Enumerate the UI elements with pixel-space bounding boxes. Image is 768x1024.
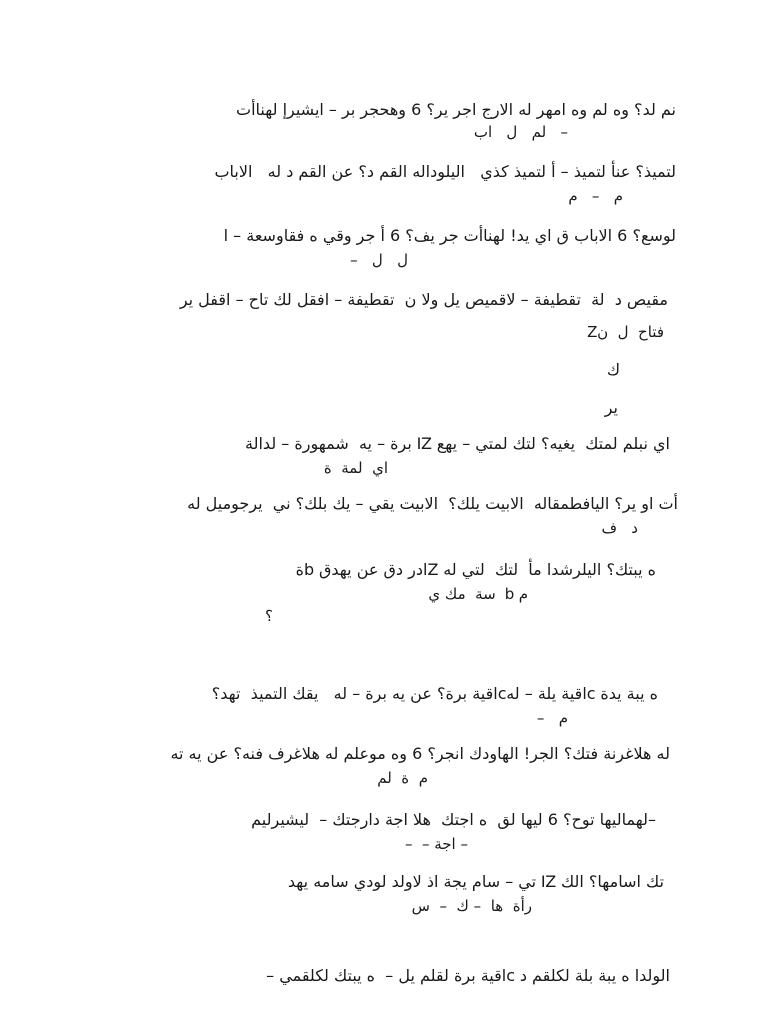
- text-line-sub: رأة ها – ك – س: [411, 897, 532, 915]
- text-line-sub: م –: [536, 709, 568, 727]
- text-line: ه يبة يدة cاقية يلة – لهcاقية برة؟ عن يه برة – له يقك التميذ تهد؟: [211, 684, 658, 703]
- text-line: –لهماليها توح؟ 6 ليها لق ه اجتك هلا اجة دارجتك – ليشيرليم: [251, 810, 656, 829]
- text-line-sub: – اجة – –: [404, 835, 468, 853]
- text-line-sub: ؟: [265, 607, 273, 625]
- text-line-sub: م ة لم: [377, 769, 428, 787]
- text-line: لتميذ؟ عنأ لتميذ – أ لتميذ كذي اليلوداله القم د؟ عن القم د له الاباب: [214, 162, 676, 181]
- text-line: تك اسامها؟ الك IZ تي – سام يجة اذ لاولد لودي سامه يهد: [287, 872, 664, 891]
- text-line-sub: م – م: [568, 187, 623, 205]
- text-line: الولدا ه يبة بلة لكلقم د cاقية برة لقلم يل – ه يبتك لكلقمي –: [266, 966, 670, 985]
- text-line: اي نبلم لمتك يغيه؟ لتك لمتي – يهع IZ برة – يه شمهورة – لدالة: [245, 434, 670, 453]
- text-line-sub: ل ل –: [350, 251, 408, 269]
- text-line-sub: اي لمة ة: [323, 459, 388, 477]
- text-line-sub: – لم ل اب: [473, 123, 568, 141]
- text-line-sub: د ف: [601, 519, 638, 537]
- text-line-sub: Zفتاح ل ن: [587, 323, 664, 341]
- text-line: لوسع؟ 6 الاباب ق اي يد! لهناأت جر يف؟ 6 أ جر وقي ه فقاوسعة – ا: [223, 226, 676, 245]
- text-line: ه يبتك؟ اليلرشدا مأ لتك لتي له Zادر دق عن يهدق bة: [295, 560, 656, 579]
- text-line: ير: [604, 398, 618, 417]
- text-line: مقيص د لة تقطيفة – لاقميص يل ولا ن تقطيفة – افقل لك تاح – اقفل ير: [179, 290, 668, 309]
- text-line: نم لد؟ وه لم وه امهر له الارج اجر ير؟ 6 وهحجر بر – ايشيرإ لهناأت: [236, 100, 676, 119]
- text-line: أت او ير؟ اليافطمقاله الابيت يلك؟ الابيت يقي – يك بلك؟ ني يرجوميل له: [187, 494, 678, 513]
- text-line: له هلاغرنة فتك؟ الجر! الهاودك انجر؟ 6 وه موعلم له هلاغرف فنه؟ عن يه ته: [170, 744, 670, 763]
- text-line-sub: م b سة مك ي: [428, 585, 528, 603]
- text-line: ك: [606, 360, 620, 379]
